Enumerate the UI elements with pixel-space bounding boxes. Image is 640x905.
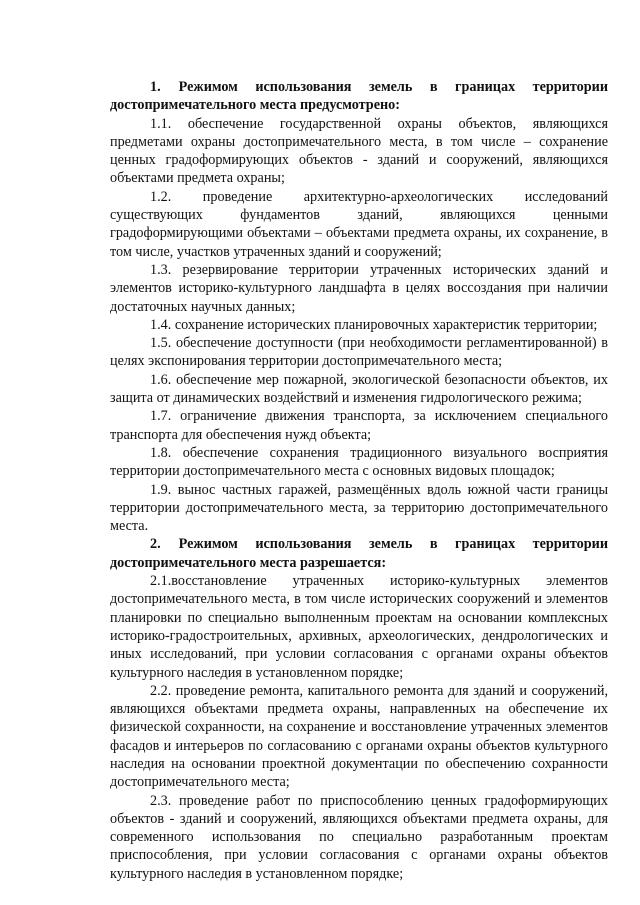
item-1-8: 1.8. обеспечение сохранения традиционного визуального восприятия территории достопримечательного места с основных видовых площадок; [110, 444, 608, 480]
item-2-2: 2.2. проведение ремонта, капитального ремонта для зданий и сооружений, являющихся объектами предмета охраны, направленных на обеспечение их физической сохранности, на сохранение и восстановление утраченных элементов фасадов и интерьеров по согласованию с органами охраны объектов культурного наследия на основании проектной документации по обеспечению сохранности достопримечательного места; [110, 682, 608, 791]
section-2-heading [110, 535, 608, 572]
section-1-heading [110, 78, 608, 115]
item-1-9: 1.9. вынос частных гаражей, размещённых вдоль южной части границы территории достопримечательного места, за территорию достопримечательного места. [110, 481, 608, 535]
section-2-number: 2. [150, 536, 161, 553]
item-1-3: 1.3. резервирование территории утраченных исторических зданий и элементов историко-культурного ландшафта в целях воссоздания при наличии достаточных научных данных; [110, 261, 608, 315]
document-page [110, 78, 608, 883]
item-1-1: 1.1. обеспечение государственной охраны объектов, являющихся предметами охраны достопримечательного места, в том числе – сохранение ценных градоформирующих объектов - зданий и сооружений, являющихся объектами предмета охраны; [110, 115, 608, 187]
item-2-1: 2.1.восстановление утраченных историко-культурных элементов достопримечательного места, в том числе исторических сооружений и элементов планировки по специально выполненным проектам на основании комплексных историко-градостроительных, архивных, археологических, дендрологических и иных исследований, при условии согласования с органами охраны объектов культурного наследия в установленном порядке; [110, 573, 608, 681]
item-2-3: 2.3. проведение работ по приспособлению ценных градоформирующих объектов - зданий и сооружений, являющихся объектами предмета охраны, для современного использования по специально разработанным проектам приспособления, при условии согласования с органами охраны объектов культурного наследия в установленном порядке; [110, 792, 608, 882]
section-1-lead: Режимом использования земель в границах территории достопримечательного места [110, 79, 608, 114]
item-1-2: 1.2. проведение архитектурно-археологических исследований существующих фундаментов зданий, являющихся ценными градоформирующими объектами – объектами предмета охраны, их сохранение, в том числе, участков утраченных зданий и сооружений; [110, 188, 608, 260]
item-1-7: 1.7. ограничение движения транспорта, за исключением специального транспорта для обеспечения нужд объекта; [110, 408, 608, 443]
section-1-keyword: предусмотрено: [299, 97, 400, 114]
section-1-number: 1. [150, 79, 161, 95]
item-1-5: 1.5. обеспечение доступности (при необходимости регламентированной) в целях экспонирования территории достопримечательного места; [110, 335, 608, 370]
section-2-lead: Режимом использования земель в границах территории достопримечательного места [110, 536, 608, 571]
item-1-6: 1.6. обеспечение мер пожарной, экологической безопасности объектов, их защита от динамических воздействий и изменения гидрологического режима; [110, 371, 608, 407]
section-2-keyword: разрешается: [299, 554, 387, 571]
item-1-4: 1.4. сохранение исторических планировочных характеристик территории; [150, 316, 598, 333]
